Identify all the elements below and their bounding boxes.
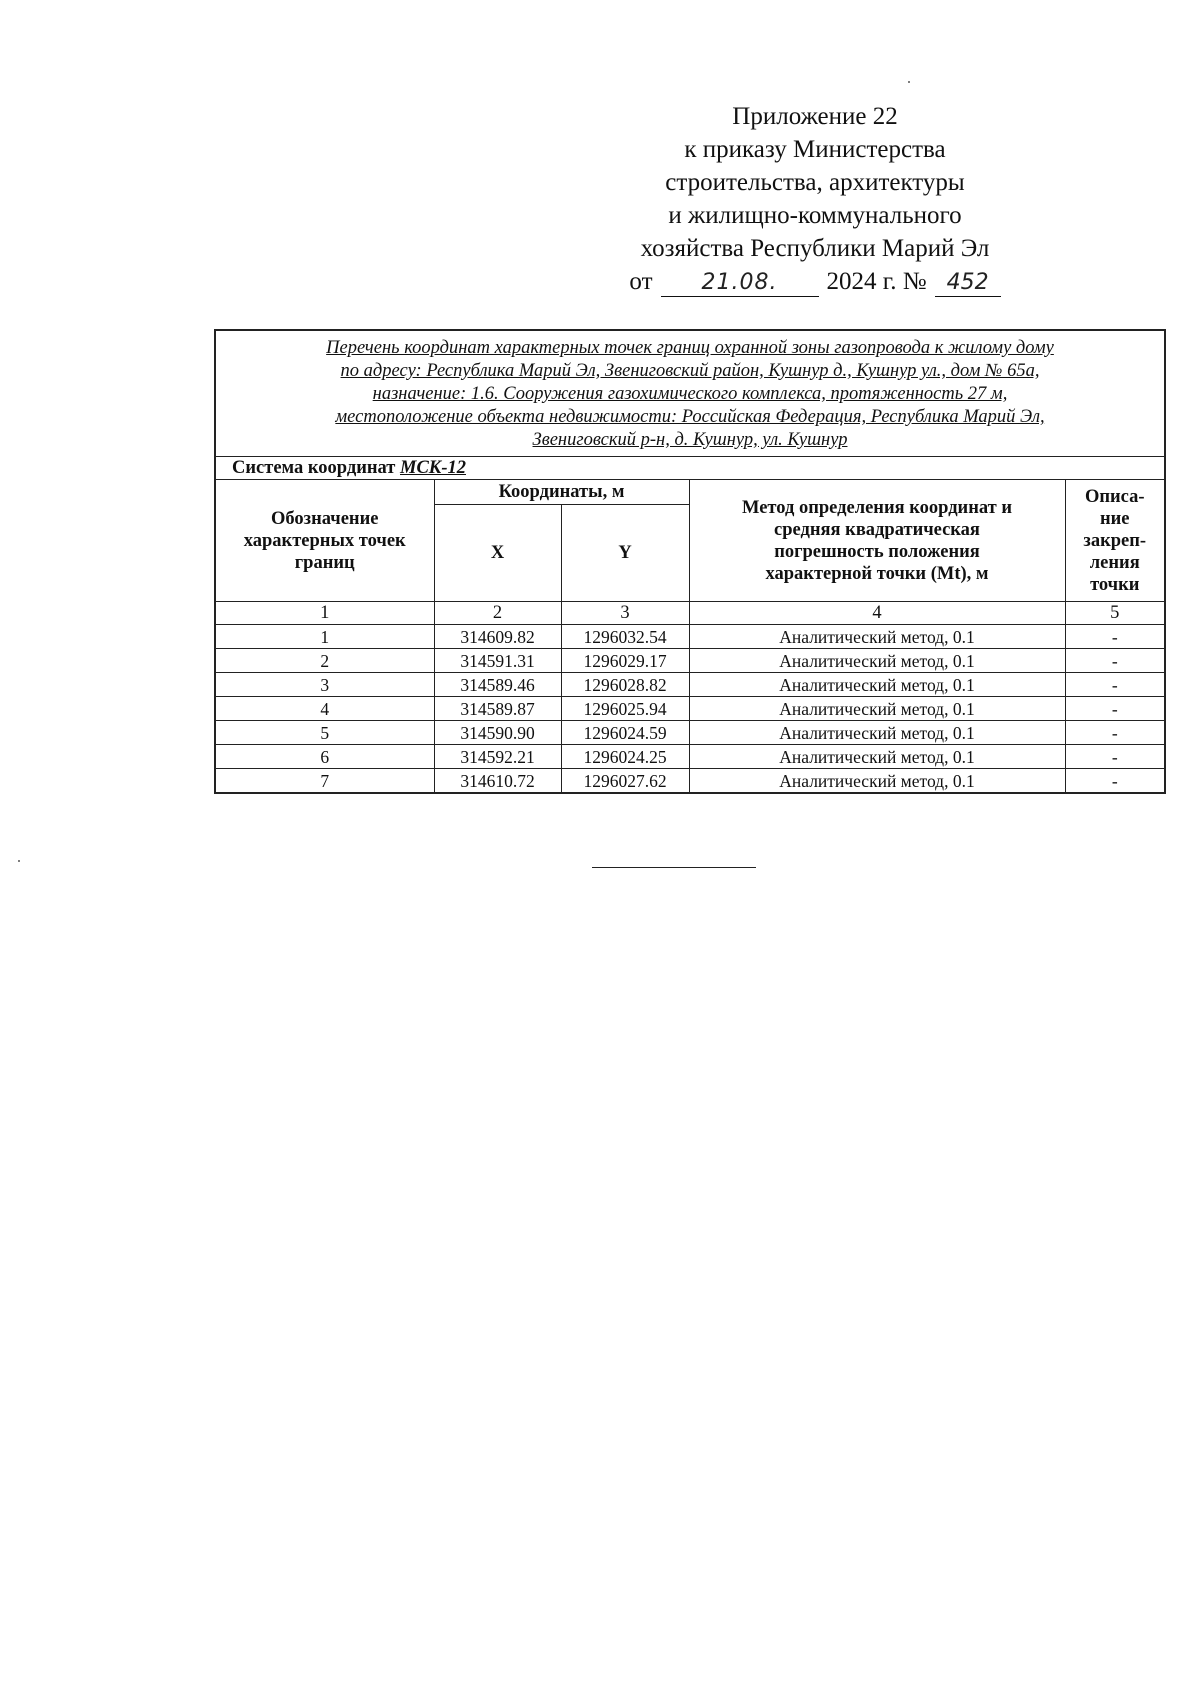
end-divider [592,867,756,868]
table-row [215,697,1165,721]
point-number: 2 [215,649,434,673]
header-text: закреп- [1083,530,1147,551]
coord-x: 314589.46 [434,673,561,697]
point-number: 6 [215,745,434,769]
header-text: характерной точки (Mt), м [765,563,989,584]
description: - [1065,649,1165,673]
table-title-line: Перечень координат характерных точек границ охранной зоны газопровода к жилому дому [326,338,1054,358]
table-title-line: местоположение объекта недвижимости: Российская Федерация, Республика Марий Эл, [335,407,1045,427]
table-row [215,625,1165,649]
table-title-line: Звениговский р-н, д. Кушнур, ул. Кушнур [532,430,848,450]
header-line: к приказу Министерства [684,136,946,163]
point-number: 1 [215,625,434,649]
header-y: Y [561,505,689,602]
point-number: 3 [215,673,434,697]
coord-x: 314589.87 [434,697,561,721]
coord-y: 1296032.54 [561,625,689,649]
header-text: характерных точек [243,530,406,551]
header-text: ние [1099,508,1130,529]
header-text: границ [294,552,355,573]
header-text: Метод определения координат и [741,497,1013,518]
table-row [215,721,1165,745]
header-line: строительства, архитектуры [665,169,965,196]
header-text: Описа- [1084,486,1145,507]
coord-x: 314591.31 [434,649,561,673]
table-row [215,769,1165,794]
description: - [1065,625,1165,649]
header-coordinates: Координаты, м [434,480,689,505]
scan-speck [908,81,910,83]
column-number: 5 [1065,602,1165,625]
header-description [1065,480,1165,602]
column-number: 1 [215,602,434,625]
header-date-line [590,265,1040,298]
handwritten-order-number: 452 [935,270,1001,297]
header-line: хозяйства Республики Марий Эл [640,235,990,262]
coord-x: 314610.72 [434,769,561,794]
description: - [1065,769,1165,794]
header-text: Обозначение [271,508,379,529]
description: - [1065,745,1165,769]
description: - [1065,697,1165,721]
coordinate-system-label: Система координат [232,458,396,478]
header-text: погрешность положения [774,541,980,562]
table-title-line: по адресу: Республика Марий Эл, Звениговский район, Кушнур д., Кушнур ул., дом № 65а, [340,361,1040,381]
column-number-row [215,602,1165,625]
coord-y: 1296028.82 [561,673,689,697]
coord-x: 314609.82 [434,625,561,649]
coord-x: 314590.90 [434,721,561,745]
table-row [215,649,1165,673]
method: Аналитический метод, 0.1 [689,721,1065,745]
column-number: 4 [689,602,1065,625]
table-title [215,330,1165,457]
coordinate-system [215,457,1165,480]
coord-y: 1296025.94 [561,697,689,721]
method: Аналитический метод, 0.1 [689,745,1065,769]
coordinates-table [214,329,1166,794]
header-method [689,480,1065,602]
header-line: Приложение 22 [732,103,898,130]
method: Аналитический метод, 0.1 [689,769,1065,794]
table-row [215,745,1165,769]
column-number: 3 [561,602,689,625]
column-number: 2 [434,602,561,625]
handwritten-date: 21.08. [661,270,819,297]
header-line: и жилищно-коммунального [668,202,962,229]
date-prefix: от [629,268,653,295]
coordinate-system-value: МСК-12 [400,458,466,478]
coord-y: 1296024.59 [561,721,689,745]
header-designation [215,480,434,602]
coord-x: 314592.21 [434,745,561,769]
method: Аналитический метод, 0.1 [689,649,1065,673]
coord-y: 1296029.17 [561,649,689,673]
coord-y: 1296024.25 [561,745,689,769]
scan-speck [18,860,20,862]
header-text: ления [1089,552,1140,573]
method: Аналитический метод, 0.1 [689,697,1065,721]
method: Аналитический метод, 0.1 [689,625,1065,649]
point-number: 7 [215,769,434,794]
point-number: 4 [215,697,434,721]
header-text: точки [1090,574,1140,595]
year-text: 2024 г. № [826,268,927,295]
table-title-line: назначение: 1.6. Сооружения газохимического комплекса, протяженность 27 м, [372,384,1008,404]
method: Аналитический метод, 0.1 [689,673,1065,697]
header-x: X [434,505,561,602]
point-number: 5 [215,721,434,745]
document-header [590,100,1040,298]
description: - [1065,673,1165,697]
header-text: средняя квадратическая [774,519,980,540]
table-row [215,673,1165,697]
description: - [1065,721,1165,745]
coord-y: 1296027.62 [561,769,689,794]
